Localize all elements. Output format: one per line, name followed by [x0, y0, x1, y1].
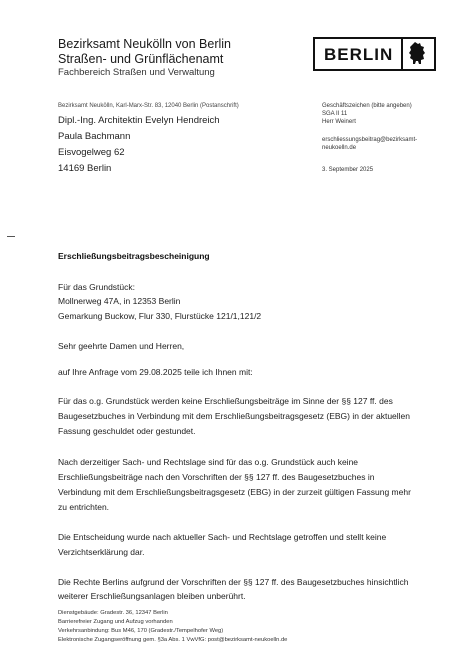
- body-line: Mollnerweg 47A, in 12353 Berlin: [58, 296, 181, 306]
- footer-transit: Verkehrsanbindung: Bus M46, 170 (Gradestr./Tempelhofer Weg): [58, 628, 224, 634]
- footer-address: Dienstgebäude: Gradestr. 36, 12347 Berlin: [58, 610, 168, 616]
- recipient-line: Dipl.-Ing. Architektin Evelyn Hendreich: [58, 115, 220, 126]
- letter-date: 3. September 2025: [322, 167, 374, 173]
- body-line: Verbindung mit dem Erschließungsbeitragsgesetz (EBG) in der zurzeit gültigen Fassung mehr: [58, 487, 411, 497]
- body-line: Fassung geschuldet oder gestundet.: [58, 426, 196, 436]
- body-line: Für das Grundstück:: [58, 282, 136, 292]
- logo-text: BERLIN: [324, 45, 394, 64]
- division-name: Fachbereich Straßen und Verwaltung: [58, 67, 215, 78]
- body-line: weiterer Erschließungsanlagen bleiben unberührt.: [58, 591, 246, 601]
- recipient-line: Paula Bachmann: [58, 131, 131, 142]
- contact-email: erschliessungsbeitrag@bezirksamt-: [322, 137, 418, 143]
- reference-label: Geschäftszeichen (bitte angeben): [322, 103, 412, 109]
- body-line: Für das o.g. Grundstück werden keine Erschließungsbeiträge im Sinne der §§ 127 ff. des: [58, 396, 393, 406]
- department-name: Straßen- und Grünflächenamt: [58, 52, 224, 66]
- body-line: zu entrichten.: [58, 502, 110, 512]
- office-name: Bezirksamt Neukölln von Berlin: [58, 37, 231, 51]
- fold-mark: [7, 236, 15, 237]
- contact-person: Herr Weinert: [322, 119, 356, 125]
- footer-accessibility: Barrierefreier Zugang und Aufzug vorhanden: [58, 619, 173, 625]
- salutation: Sehr geehrte Damen und Herren,: [58, 341, 185, 351]
- berlin-logo: [313, 37, 436, 71]
- letter-subject: Erschließungsbeitragsbescheinigung: [58, 251, 210, 261]
- body-line: Erschließungsbeiträge nach den Vorschriften der §§ 127 ff. des Baugesetzbuches in: [58, 472, 375, 482]
- berlin-bear-icon: [401, 39, 436, 69]
- reference-number: SGA II 11: [322, 111, 348, 117]
- sender-line: Bezirksamt Neukölln, Karl-Marx-Str. 83, 12040 Berlin (Postanschrift): [58, 103, 239, 109]
- footer-electronic-access: Elektronische Zugangseröffnung gem. §3a Abs. 1 VwVfG: post@bezirksamt-neukoelln.de: [58, 637, 288, 643]
- recipient-line: Eisvogelweg 62: [58, 147, 125, 158]
- body-line: Nach derzeitiger Sach- und Rechtslage sind für das o.g. Grundstück auch keine: [58, 457, 359, 467]
- body-line: Die Entscheidung wurde nach aktueller Sach- und Rechtslage getroffen und stellt keine: [58, 532, 387, 542]
- body-line: Verzichtserklärung dar.: [58, 547, 145, 557]
- body-line: Die Rechte Berlins aufgrund der Vorschriften der §§ 127 ff. des Baugesetzbuches hinsichtlich: [58, 577, 409, 587]
- recipient-line: 14169 Berlin: [58, 163, 112, 174]
- contact-email-cont: neukoelln.de: [322, 145, 357, 151]
- body-line: auf Ihre Anfrage vom 29.08.2025 teile ich Ihnen mit:: [58, 367, 253, 377]
- body-line: Baugesetzbuches in Verbindung mit dem Erschließungsbeitragsgesetz (EBG) in der aktuellen: [58, 411, 410, 421]
- body-line: Gemarkung Buckow, Flur 330, Flurstücke 121/1,121/2: [58, 311, 262, 321]
